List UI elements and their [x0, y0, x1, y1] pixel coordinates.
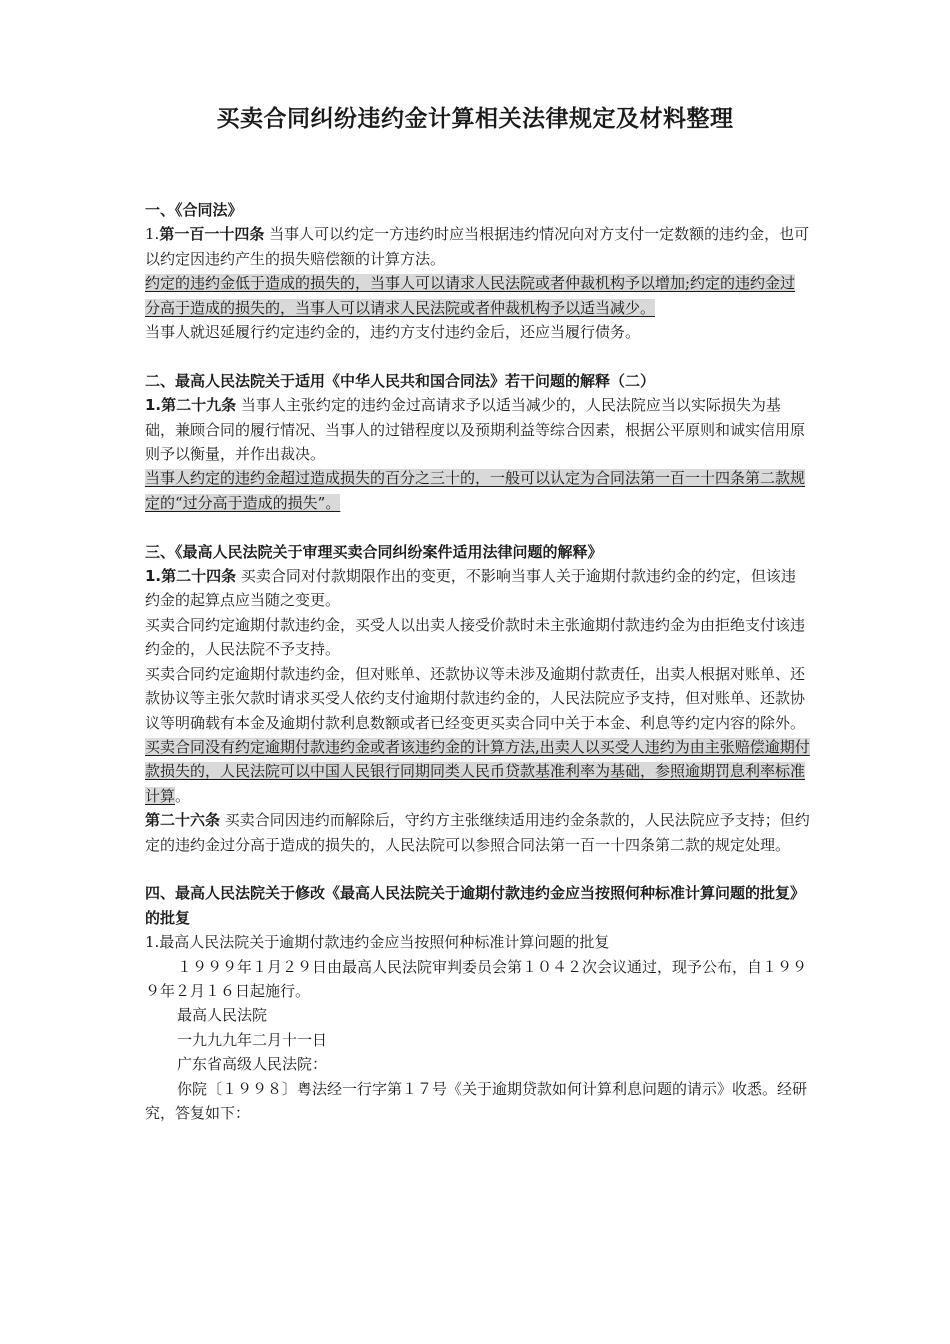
- spacer: [145, 515, 810, 539]
- issue-date: 一九九九年二月十一日: [177, 1030, 328, 1049]
- section-3-highlight-paragraph: [145, 735, 810, 808]
- section-1-highlight-paragraph: [145, 271, 810, 320]
- highlighted-text: 约定的违约金低于造成的损失的，当事人可以请求人民法院或者仲裁机构予以增加;约定的违约金过分高于造成的损失的，当事人可以请求人民法院或者仲裁机构予以适当减少。: [145, 274, 796, 317]
- section-2-article-1: [145, 393, 810, 466]
- article-text: 当事人可以约定一方违约时应当根据违约情况向对方支付一定数额的违约金，也可以约定因违约产生的损失赔偿额的计算方法。: [145, 225, 810, 268]
- article-label: 1.第二十四条: [145, 567, 237, 586]
- document-body: [145, 198, 810, 1125]
- section-1-paragraph-3: 当事人就迟延履行约定违约金的，违约方支付违约金后，还应当履行债务。: [145, 323, 641, 342]
- article-label: 第二十六条: [145, 811, 221, 830]
- issuing-court: 最高人民法院: [177, 1006, 268, 1025]
- document-title: 买卖合同纠纷违约金计算相关法律规定及材料整理: [216, 106, 734, 132]
- section-4-item-1: 1.最高人民法院关于逾期付款违约金应当按照何种标准计算问题的批复: [145, 933, 610, 952]
- spacer: [145, 344, 810, 368]
- addressee: 广东省高级人民法院：: [177, 1055, 328, 1074]
- section-3-paragraph-2: 买卖合同约定逾期付款违约金，买受人以出卖人接受价款时未主张逾期付款违约金为由拒绝支付该违约金的，人民法院不予支持。: [145, 615, 806, 659]
- section-3-paragraph-3: 买卖合同约定逾期付款违约金，但对账单、还款协议等未涉及逾期付款责任，出卖人根据对账单、还款协议等主张欠款时请求买受人依约支付逾期付款违约金的，人民法院应予支持，但对账单、还款协议等明确载有本金及逾期付款利息数额或者已经变更买卖合同中关于本金、利息等约定内容的除外。: [145, 664, 806, 732]
- article-text: 买卖合同对付款期限作出的变更，不影响当事人关于逾期付款违约金的约定，但该违约金的起算点应当随之变更。: [145, 567, 796, 610]
- article-text: 买卖合同因违约而解除后，守约方主张继续适用违约金条款的，人民法院应予支持；但约定的违约金过分高于造成的损失的，人民法院可以参照合同法第一百一十四条第二款的规定处理。: [145, 811, 810, 854]
- section-3-article-2: [145, 808, 810, 857]
- spacer: [145, 857, 810, 881]
- section-1-article-1: [145, 222, 810, 271]
- section-4-paragraph-1: １９９９年１月２９日由最高人民法院审判委员会第１０４２次会议通过，现予公布，自１９９９年２月１６日起施行。: [145, 957, 808, 1000]
- section-2-highlight-paragraph: [145, 466, 810, 515]
- section-1-heading: 一、《合同法》: [145, 201, 243, 219]
- highlighted-text: 买卖合同没有约定逾期付款违约金或者该违约金的计算方法,出卖人以买受人违约为由主张赔偿逾期付款损失的，人民法院可以中国人民银行同期同类人民币贷款基准利率为基础，参照逾期罚息利率标准计算: [145, 737, 810, 805]
- article-label: 1.第二十九条: [145, 396, 237, 415]
- section-2-heading: 二、最高人民法院关于适用《中华人民共和国合同法》若干问题的解释（二）: [145, 371, 656, 390]
- section-3-heading: 三、《最高人民法院关于审理买卖合同纠纷案件适用法律问题的解释》: [145, 542, 603, 561]
- article-number: 1.: [145, 225, 160, 244]
- highlight-end-punctuation: 。: [175, 786, 191, 805]
- article-label: 第一百一十四条: [159, 225, 265, 244]
- article-text: 当事人主张约定的违约金过高请求予以适当减少的，人民法院应当以实际损失为基础，兼顾合同的履行情况、当事人的过错程度以及预期利益等综合因素，根据公平原则和诚实信用原则予以衡量，并作出裁决。: [145, 396, 806, 464]
- highlighted-text: 当事人约定的违约金超过造成损失的百分之三十的，一般可以认定为合同法第一百一十四条第二款规定的“过分高于造成的损失”。: [145, 469, 806, 512]
- section-3-article-1: [145, 564, 810, 613]
- section-4-heading: 四、最高人民法院关于修改《最高人民法院关于逾期付款违约金应当按照何种标准计算问题的批复》的批复: [145, 884, 806, 927]
- section-4-paragraph-2: 你院〔１９９８〕粤法经一行字第１７号《关于逾期贷款如何计算利息问题的请示》收悉。经研究，答复如下：: [145, 1079, 808, 1122]
